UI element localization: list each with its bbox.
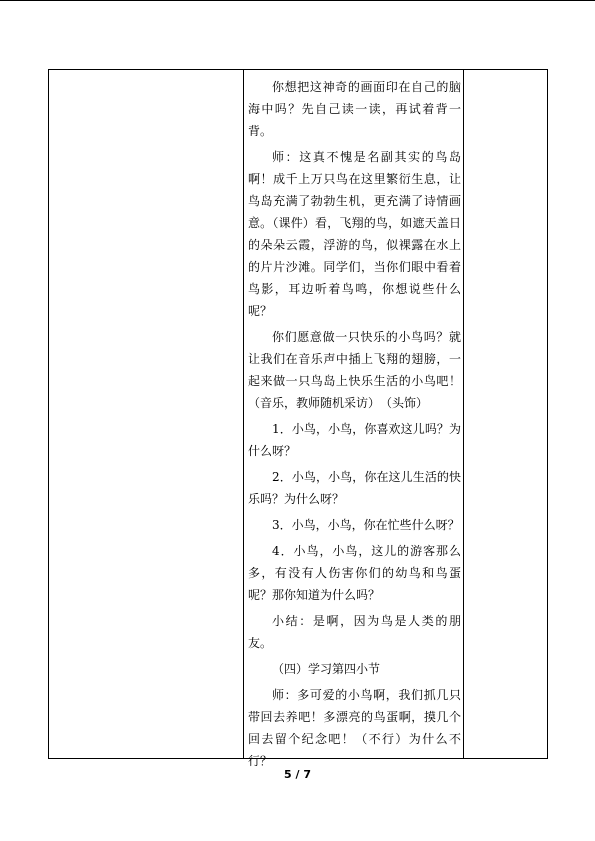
header-rule: [0, 0, 595, 1]
paragraph-role-play: 你们愿意做一只快乐的小鸟吗？就让我们在音乐声中插上飞翔的翅膀，一起来做一只鸟岛上快乐生活的小鸟吧！（音乐，教师随机采访） （头饰）: [248, 330, 461, 410]
column-divider-left: [243, 70, 244, 758]
paragraph-question-4: 4．小鸟，小鸟，这儿的游客那么多，有没有人伤害你们的幼鸟和鸟蛋呢？那你知道为什么吗？: [248, 544, 461, 602]
paragraph-recite: 你想把这神奇的画面印在自己的脑海中吗？先自己读一读，再试着背一背。: [248, 80, 461, 138]
column-divider-right: [463, 70, 464, 758]
paragraph-teacher-intro: 师：这真不愧是名副其实的鸟岛啊！成千上万只鸟在这里繁衍生息，让鸟岛充满了勃勃生机，更充满了诗情画意。（课件）看，飞翔的鸟，如遮天盖日的朵朵云霞，浮游的鸟，似裸露在水上的片片沙滩。同学们，当你们眼中看着鸟影，耳边听着鸟鸣，你想说些什么呢？: [248, 150, 461, 318]
lesson-content-cell: [248, 76, 461, 776]
paragraph-question-2: 2．小鸟，小鸟，你在这儿生活的快乐吗？为什么呀？: [248, 470, 461, 506]
lesson-table: [48, 69, 548, 768]
paragraph-question-1: 1．小鸟，小鸟，你喜欢这儿吗？为什么呀？: [248, 422, 461, 458]
section-heading: （四）学习第四小节: [272, 662, 381, 676]
paragraph-question-3: 3．小鸟，小鸟，你在忙些什么呀？: [272, 518, 460, 532]
page-number: 5 / 7: [284, 768, 311, 781]
paragraph-teacher-closing: 师：多可爱的小鸟啊，我们抓几只带回去养吧！多漂亮的鸟蛋啊，摸几个回去留个纪念吧！（不行）为什么不行？: [248, 688, 461, 768]
paragraph-summary: 小结：是啊，因为鸟是人类的朋友。: [248, 614, 461, 650]
